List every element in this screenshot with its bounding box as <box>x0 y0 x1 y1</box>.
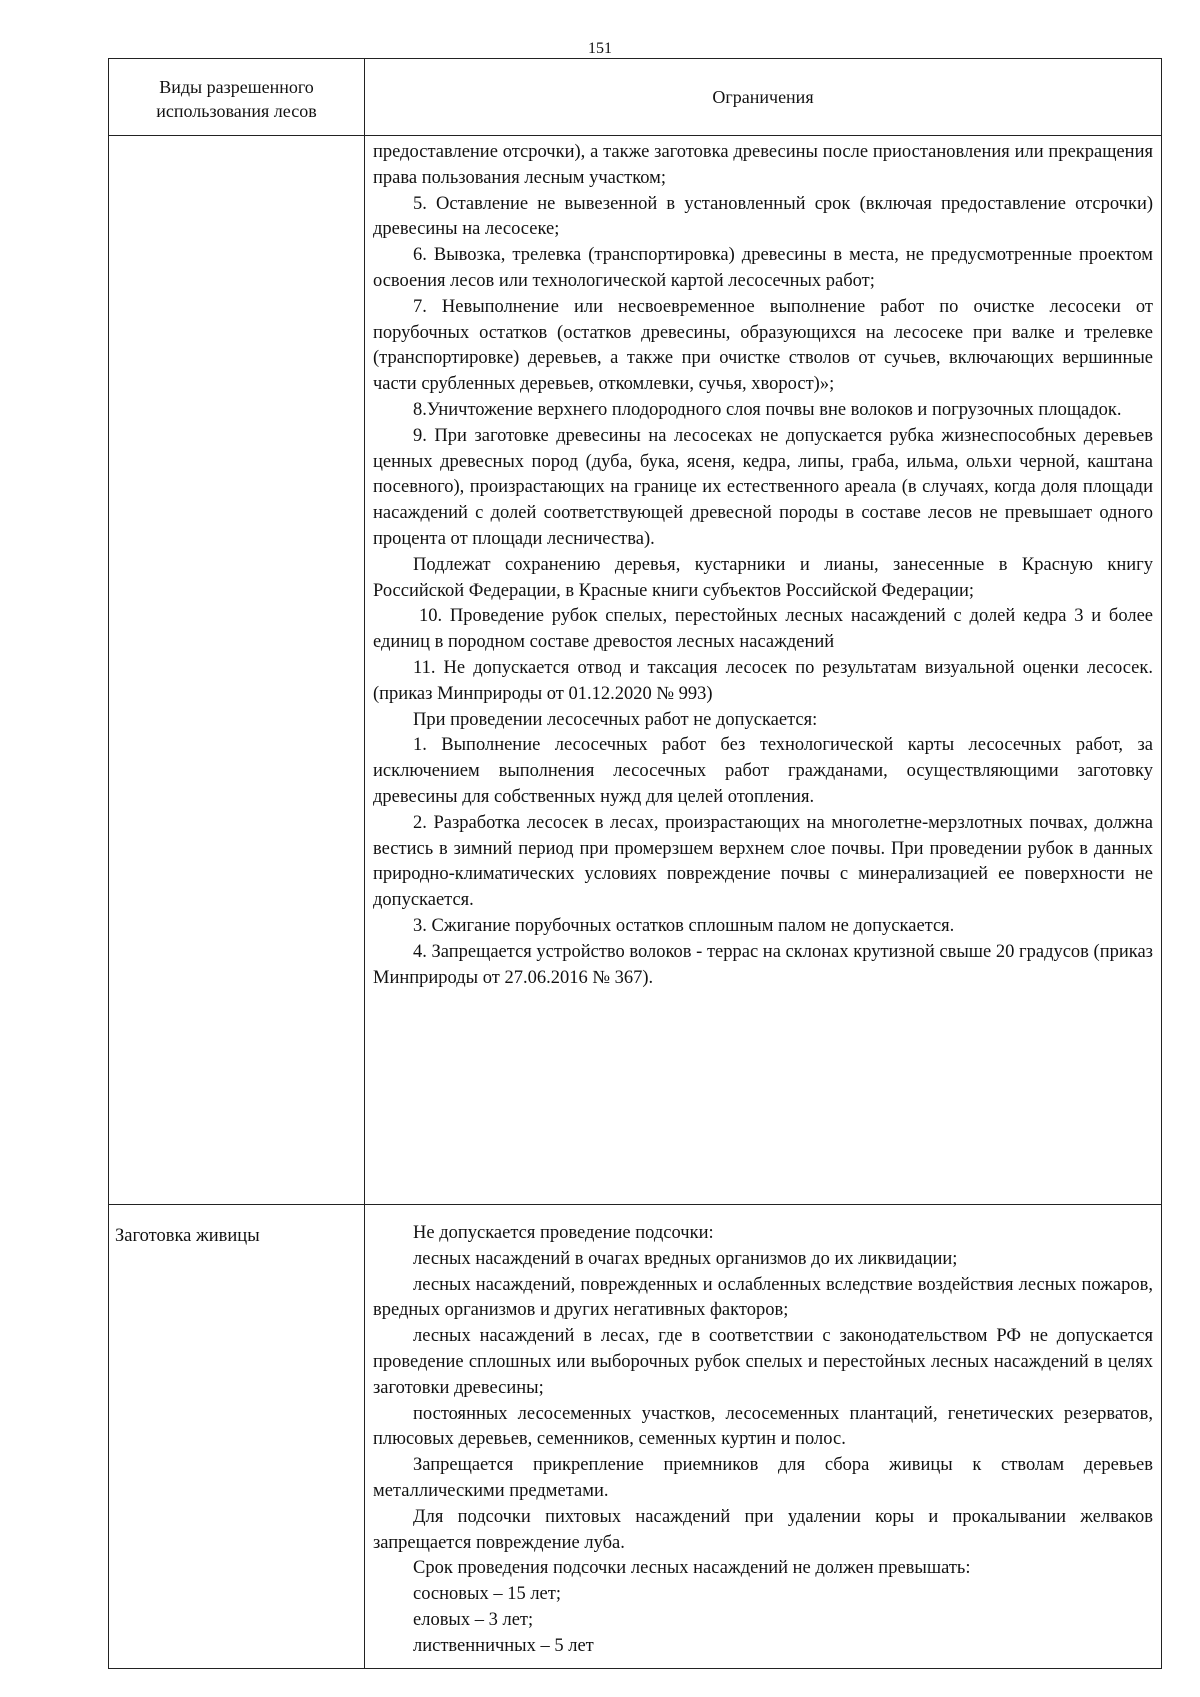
paragraph: Для подсочки пихтовых насаждений при удалении коры и прокалывании желваков запрещается повреждение луба. <box>373 1506 1153 1553</box>
paragraph: 7. Невыполнение или несвоевременное выполнение работ по очистке лесосеки от порубочных остатков (остатков древесины, образующихся на лесосеке при валке и трелевке (транспортировке) деревьев, а также при очистке стволов от сучьев, включающих вершинные части срубленных деревьев, откомлевки, сучья, хворост)»; <box>373 296 1153 395</box>
table-row <box>109 136 1162 1205</box>
paragraph: Подлежат сохранению деревья, кустарники и лианы, занесенные в Красную книгу Российской Федерации, в Красные книги субъектов Российской Федерации; <box>373 554 1153 601</box>
paragraph: постоянных лесосеменных участков, лесосеменных плантаций, генетических резерватов, плюсовых деревьев, семенников, семенных куртин и полос. <box>373 1403 1153 1450</box>
header-forest-use-types: Виды разрешенного использования лесов <box>109 59 365 136</box>
paragraph: 4. Запрещается устройство волоков - террас на склонах крутизной свыше 20 градусов (приказ Минприроды от 27.06.2016 № 367). <box>373 941 1153 988</box>
paragraph: 6. Вывозка, трелевка (транспортировка) древесины в места, не предусмотренные проектом освоения лесов или технологической картой лесосечных работ; <box>373 245 1153 291</box>
paragraph: 5. Оставление не вывезенной в установленный срок (включая предоставление отсрочки) древесины на лесосеке; <box>373 193 1153 240</box>
header-restrictions: Ограничения <box>365 59 1162 136</box>
paragraph: 1. Выполнение лесосечных работ без технологической карты лесосечных работ, за исключением выполнения лесосечных работ гражданами, осуществляющими заготовку древесины для собственных нужд для целей отопления. <box>373 735 1153 807</box>
table-row <box>109 1205 1162 1669</box>
paragraph: сосновых – 15 лет; <box>413 1584 561 1605</box>
paragraph: предоставление отсрочки), а также заготовка древесины после приостановления или прекращения права пользования лесным участком; <box>373 142 1153 188</box>
paragraph: лесных насаждений, поврежденных и ослабленных вследствие воздействия лесных пожаров, вредных организмов и других негативных факторов; <box>373 1274 1153 1321</box>
row-label: Заготовка живицы <box>109 1205 365 1669</box>
paragraph: При проведении лесосечных работ не допускается: <box>413 709 818 730</box>
paragraph: 3. Сжигание порубочных остатков сплошным палом не допускается. <box>413 915 955 936</box>
paragraph: лесных насаждений в лесах, где в соответствии с законодательством РФ не допускается проведение сплошных или выборочных рубок спелых и перестойных лесных насаждений в целях заготовки древесины; <box>373 1326 1153 1398</box>
page-number: 151 <box>588 40 612 57</box>
paragraph: Не допускается проведение подсочки: <box>413 1223 714 1243</box>
restrictions-table <box>108 58 1162 1669</box>
row-label <box>109 136 365 1205</box>
paragraph: 10. Проведение рубок спелых, перестойных лесных насаждений с долей кедра 3 и более единиц в породном составе древостоя лесных насаждений <box>373 606 1153 653</box>
paragraph: Запрещается прикрепление приемников для сбора живицы к стволам деревьев металлическими предметами. <box>373 1455 1153 1501</box>
paragraph: еловых – 3 лет; <box>413 1609 534 1630</box>
paragraph: 2. Разработка лесосек в лесах, произрастающих на многолетне-мерзлотных почвах, должна вестись в зимний период при промерзшем верхнем слое почвы. При проведении рубок в данных природно-климатических условиях повреждение почвы с минерализацией ее поверхности не допускается. <box>373 812 1153 911</box>
restrictions-cell <box>365 136 1162 1205</box>
paragraph: Срок проведения подсочки лесных насаждений не должен превышать: <box>413 1558 971 1579</box>
paragraph: 8.Уничтожение верхнего плодородного слоя почвы вне волоков и погрузочных площадок. <box>413 399 1122 420</box>
restrictions-cell <box>365 1205 1162 1669</box>
paragraph: лесных насаждений в очагах вредных организмов до их ликвидации; <box>413 1248 958 1269</box>
paragraph: 9. При заготовке древесины на лесосеках не допускается рубка жизнеспособных деревьев ценных древесных пород (дуба, бука, ясеня, кедра, липы, граба, ильма, ольхи черной, каштана посевного), произрастающих на границе их естественного ареала (в случаях, когда доля площади насаждений с долей соответствующей древесной породы в составе лесов не превышает одного процента от площади лесничества). <box>373 425 1153 549</box>
paragraph: лиственничных – 5 лет <box>413 1635 594 1656</box>
table-header-row <box>109 59 1162 136</box>
paragraph: 11. Не допускается отвод и таксация лесосек по результатам визуальной оценки лесосек. (приказ Минприроды от 01.12.2020 № 993) <box>373 657 1153 704</box>
